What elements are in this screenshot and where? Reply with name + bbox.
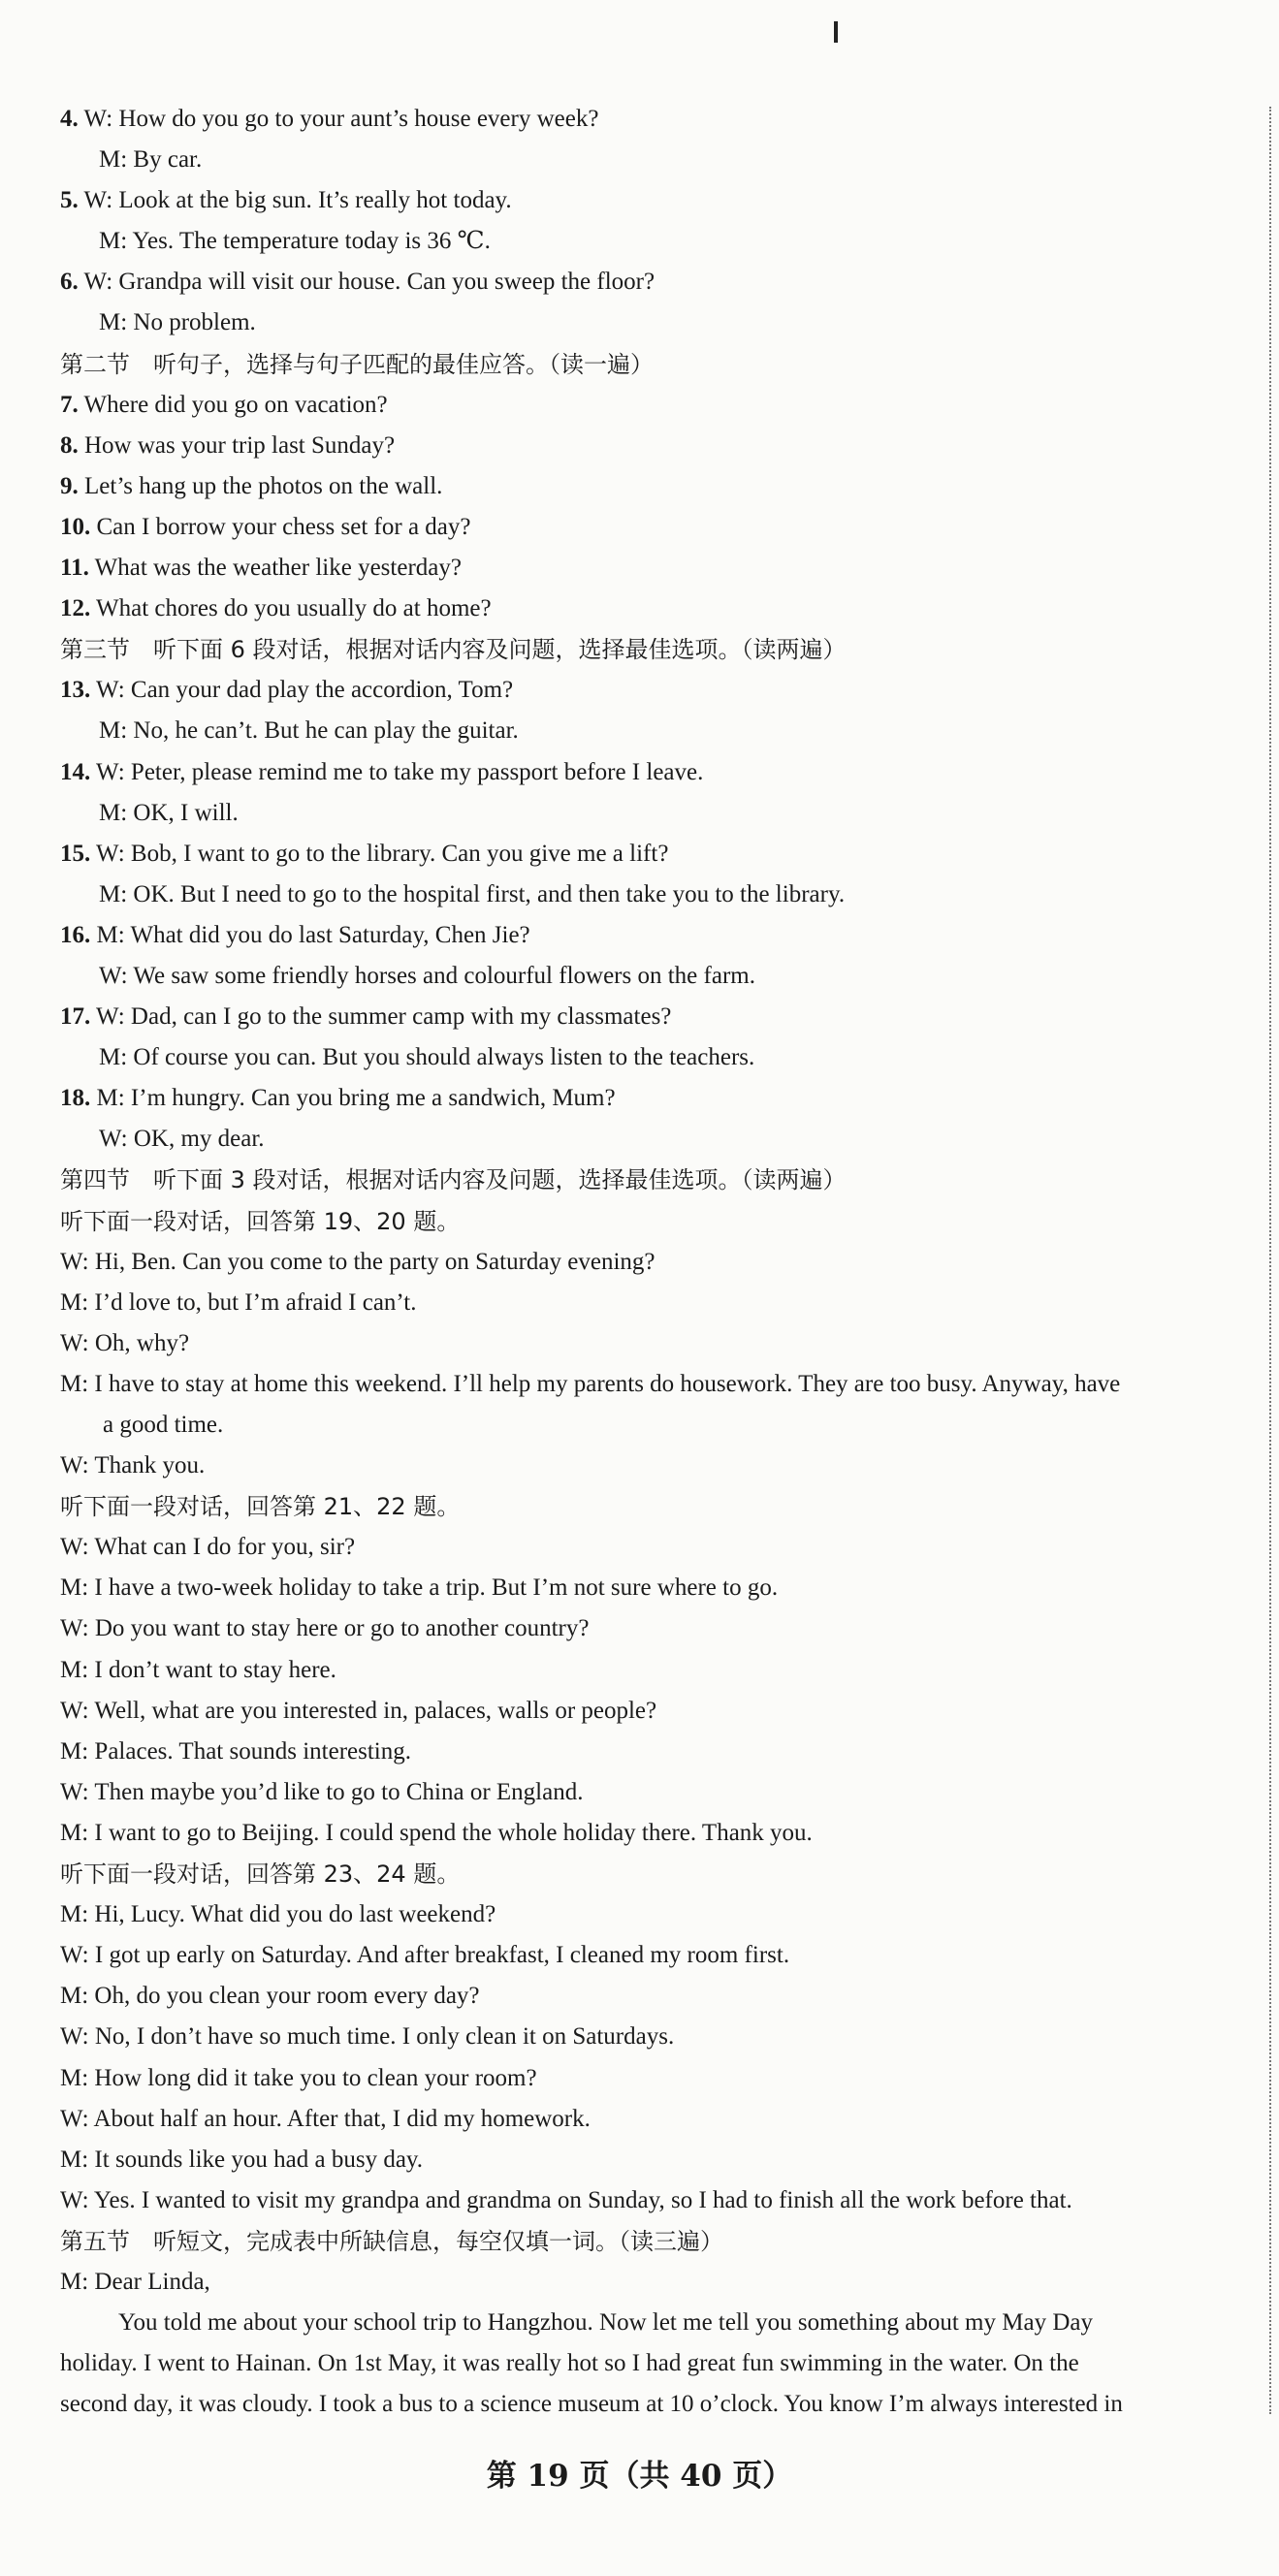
line-text: W: Do you want to stay here or go to another country?: [60, 1615, 590, 1642]
text-line: [60, 1242, 1259, 1283]
section-heading: [60, 1486, 1259, 1527]
text-line: [60, 2017, 1259, 2057]
text-line: [60, 875, 1259, 915]
text-line: [60, 140, 1259, 180]
text-line: [60, 1283, 1259, 1323]
line-text: M: No problem.: [99, 309, 256, 336]
section-heading: [60, 1201, 1259, 1242]
text-line: [60, 834, 1259, 875]
line-text: W: Dad, can I go to the summer camp with my classmates?: [90, 1003, 672, 1031]
question-number: 8.: [60, 431, 79, 459]
text-line: [60, 1119, 1259, 1160]
right-dotted-rule: [1269, 107, 1271, 2414]
line-text: How was your trip last Sunday?: [78, 431, 396, 459]
text-line: [60, 2180, 1259, 2221]
text-line: [60, 997, 1259, 1037]
line-text: M: I have a two-week holiday to take a trip. But I’m not sure where to go.: [60, 1574, 779, 1602]
line-text: M: No, he can’t. But he can play the guitar.: [99, 717, 519, 745]
text-line: [60, 711, 1259, 751]
text-line: [60, 1732, 1259, 1772]
line-text: What chores do you usually do at home?: [90, 595, 492, 622]
line-text: W: Peter, please remind me to take my passport before I leave.: [90, 758, 704, 785]
text-line: [60, 385, 1259, 426]
line-text: M: I want to go to Beijing. I could spend the whole holiday there. Thank you.: [60, 1819, 813, 1846]
section-heading: [60, 344, 1259, 385]
line-text: M: I’d love to, but I’m afraid I can’t.: [60, 1288, 417, 1316]
line-text: W: I got up early on Saturday. And after breakfast, I cleaned my room first.: [60, 1942, 790, 1969]
line-text: M: Of course you can. But you should always listen to the teachers.: [99, 1044, 755, 1071]
question-number: 17.: [60, 1003, 91, 1031]
text-line: [60, 1078, 1259, 1119]
line-text: 听下面一段对话，回答第 21、22 题。: [60, 1493, 461, 1521]
line-text: holiday. I went to Hainan. On 1st May, it was really hot so I had great fun swimming in the water. On the: [60, 2350, 1079, 2377]
line-text: M: I don’t want to stay here.: [60, 1656, 336, 1683]
section-heading: [60, 1160, 1259, 1200]
line-text: W: Hi, Ben. Can you come to the party on Saturday evening?: [60, 1248, 655, 1275]
text-line: [60, 1527, 1259, 1568]
text-line: [60, 548, 1259, 588]
line-text: M: By car.: [99, 146, 203, 174]
line-text: M: I’m hungry. Can you bring me a sandwich, Mum?: [90, 1085, 616, 1112]
line-text: 听下面一段对话，回答第 19、20 题。: [60, 1207, 461, 1235]
line-text: W: Bob, I want to go to the library. Can you give me a lift?: [90, 840, 669, 867]
text-line: [60, 1405, 1259, 1446]
line-text: 第五节 听短文，完成表中所缺信息，每空仅填一词。（读三遍）: [60, 2227, 723, 2255]
line-text: W: How do you go to your aunt’s house every week?: [78, 106, 599, 132]
section-heading: [60, 629, 1259, 670]
text-line: [60, 956, 1259, 997]
question-number: 4.: [60, 106, 79, 132]
line-text: W: Thank you.: [60, 1452, 206, 1479]
text-line: [60, 1568, 1259, 1608]
line-text: Let’s hang up the photos on the wall.: [78, 472, 443, 499]
line-text: M: I have to stay at home this weekend. I’ll help my parents do housework. They are too busy. Anyway, have: [60, 1370, 1121, 1397]
line-text: W: No, I don’t have so much time. I only clean it on Saturdays.: [60, 2023, 675, 2051]
line-text: M: How long did it take you to clean your room?: [60, 2064, 537, 2091]
text-line: [60, 2384, 1259, 2425]
text-line: [60, 1976, 1259, 2017]
question-number: 9.: [60, 472, 79, 499]
question-number: 15.: [60, 840, 91, 867]
page-content: [60, 99, 1259, 2425]
text-line: [60, 793, 1259, 834]
line-text: W: We saw some friendly horses and colourful flowers on the farm.: [99, 962, 755, 989]
line-text: 第三节 听下面 6 段对话，根据对话内容及问题，选择最佳选项。（读两遍）: [60, 636, 847, 664]
line-text: M: Dear Linda,: [60, 2268, 210, 2295]
line-text: Where did you go on vacation?: [78, 391, 388, 418]
line-text: a good time.: [103, 1412, 224, 1438]
text-line: [60, 99, 1259, 140]
text-line: [60, 507, 1259, 548]
line-text: W: Look at the big sun. It’s really hot today.: [78, 187, 512, 214]
question-number: 7.: [60, 391, 79, 418]
text-line: [60, 670, 1259, 711]
section-heading: [60, 2221, 1259, 2262]
line-text: W: What can I do for you, sir?: [60, 1534, 356, 1561]
question-number: 14.: [60, 758, 91, 785]
line-text: W: About half an hour. After that, I did my homework.: [60, 2105, 591, 2132]
question-number: 11.: [60, 555, 89, 582]
text-line: [60, 1935, 1259, 1976]
line-text: M: OK, I will.: [99, 799, 239, 826]
line-text: M: It sounds like you had a busy day.: [60, 2146, 424, 2173]
text-line: [60, 915, 1259, 956]
question-number: 10.: [60, 513, 91, 540]
line-text: 听下面一段对话，回答第 23、24 题。: [60, 1860, 461, 1889]
text-line: [60, 1608, 1259, 1649]
text-line: [60, 1894, 1259, 1935]
question-number: 12.: [60, 595, 91, 622]
text-line: [60, 1691, 1259, 1732]
line-text: W: Then maybe you’d like to go to China or England.: [60, 1778, 584, 1805]
text-line: [60, 466, 1259, 507]
line-text: M: OK. But I need to go to the hospital first, and then take you to the library.: [99, 880, 846, 907]
text-line: [60, 262, 1259, 302]
text-line: [60, 752, 1259, 793]
section-heading: [60, 1854, 1259, 1894]
question-number: 13.: [60, 677, 91, 704]
line-text: M: What did you do last Saturday, Chen Jie?: [90, 921, 530, 948]
line-text: M: Hi, Lucy. What did you do last weekend?: [60, 1901, 496, 1928]
text-line: [60, 1364, 1259, 1405]
line-text: W: Grandpa will visit our house. Can you sweep the floor?: [78, 269, 655, 296]
text-line: [60, 2262, 1259, 2303]
text-line: [60, 1446, 1259, 1486]
text-line: [60, 1813, 1259, 1854]
line-text: Can I borrow your chess set for a day?: [90, 513, 471, 540]
text-line: [60, 302, 1259, 343]
text-line: [60, 221, 1259, 262]
text-line: [60, 2303, 1259, 2343]
line-text: second day, it was cloudy. I took a bus to a science museum at 10 o’clock. You know I’m always interested in: [60, 2391, 1123, 2418]
line-text: M: Oh, do you clean your room every day?: [60, 1983, 480, 2010]
line-text: W: Oh, why?: [60, 1329, 190, 1356]
text-line: [60, 180, 1259, 221]
text-line: [60, 2140, 1259, 2180]
line-text: What was the weather like yesterday?: [88, 555, 462, 582]
text-line: [60, 2058, 1259, 2099]
line-text: W: Well, what are you interested in, palaces, walls or people?: [60, 1697, 657, 1724]
line-text: W: Can your dad play the accordion, Tom?: [90, 677, 514, 704]
line-text: 第四节 听下面 3 段对话，根据对话内容及问题，选择最佳选项。（读两遍）: [60, 1166, 847, 1194]
line-text: You told me about your school trip to Hangzhou. Now let me tell you something about my May Day: [118, 2309, 1093, 2337]
question-number: 6.: [60, 269, 79, 296]
text-line: [60, 1650, 1259, 1691]
line-text: M: Yes. The temperature today is 36 ℃.: [99, 228, 491, 255]
question-number: 5.: [60, 187, 79, 214]
question-number: 18.: [60, 1085, 91, 1112]
text-line: [60, 1037, 1259, 1078]
line-text: 第二节 听句子，选择与句子匹配的最佳应答。（读一遍）: [60, 350, 654, 378]
top-binding-mark: [834, 21, 838, 43]
line-text: W: Yes. I wanted to visit my grandpa and grandma on Sunday, so I had to finish all the work before that.: [60, 2186, 1072, 2213]
page-footer: 第 19 页（共 40 页）: [486, 2459, 793, 2494]
line-text: M: Palaces. That sounds interesting.: [60, 1737, 411, 1765]
text-line: [60, 2099, 1259, 2140]
text-line: [60, 2343, 1259, 2384]
line-text: W: OK, my dear.: [99, 1126, 265, 1153]
text-line: [60, 1323, 1259, 1364]
text-line: [60, 1772, 1259, 1813]
text-line: [60, 588, 1259, 629]
question-number: 16.: [60, 921, 91, 948]
text-line: [60, 426, 1259, 466]
